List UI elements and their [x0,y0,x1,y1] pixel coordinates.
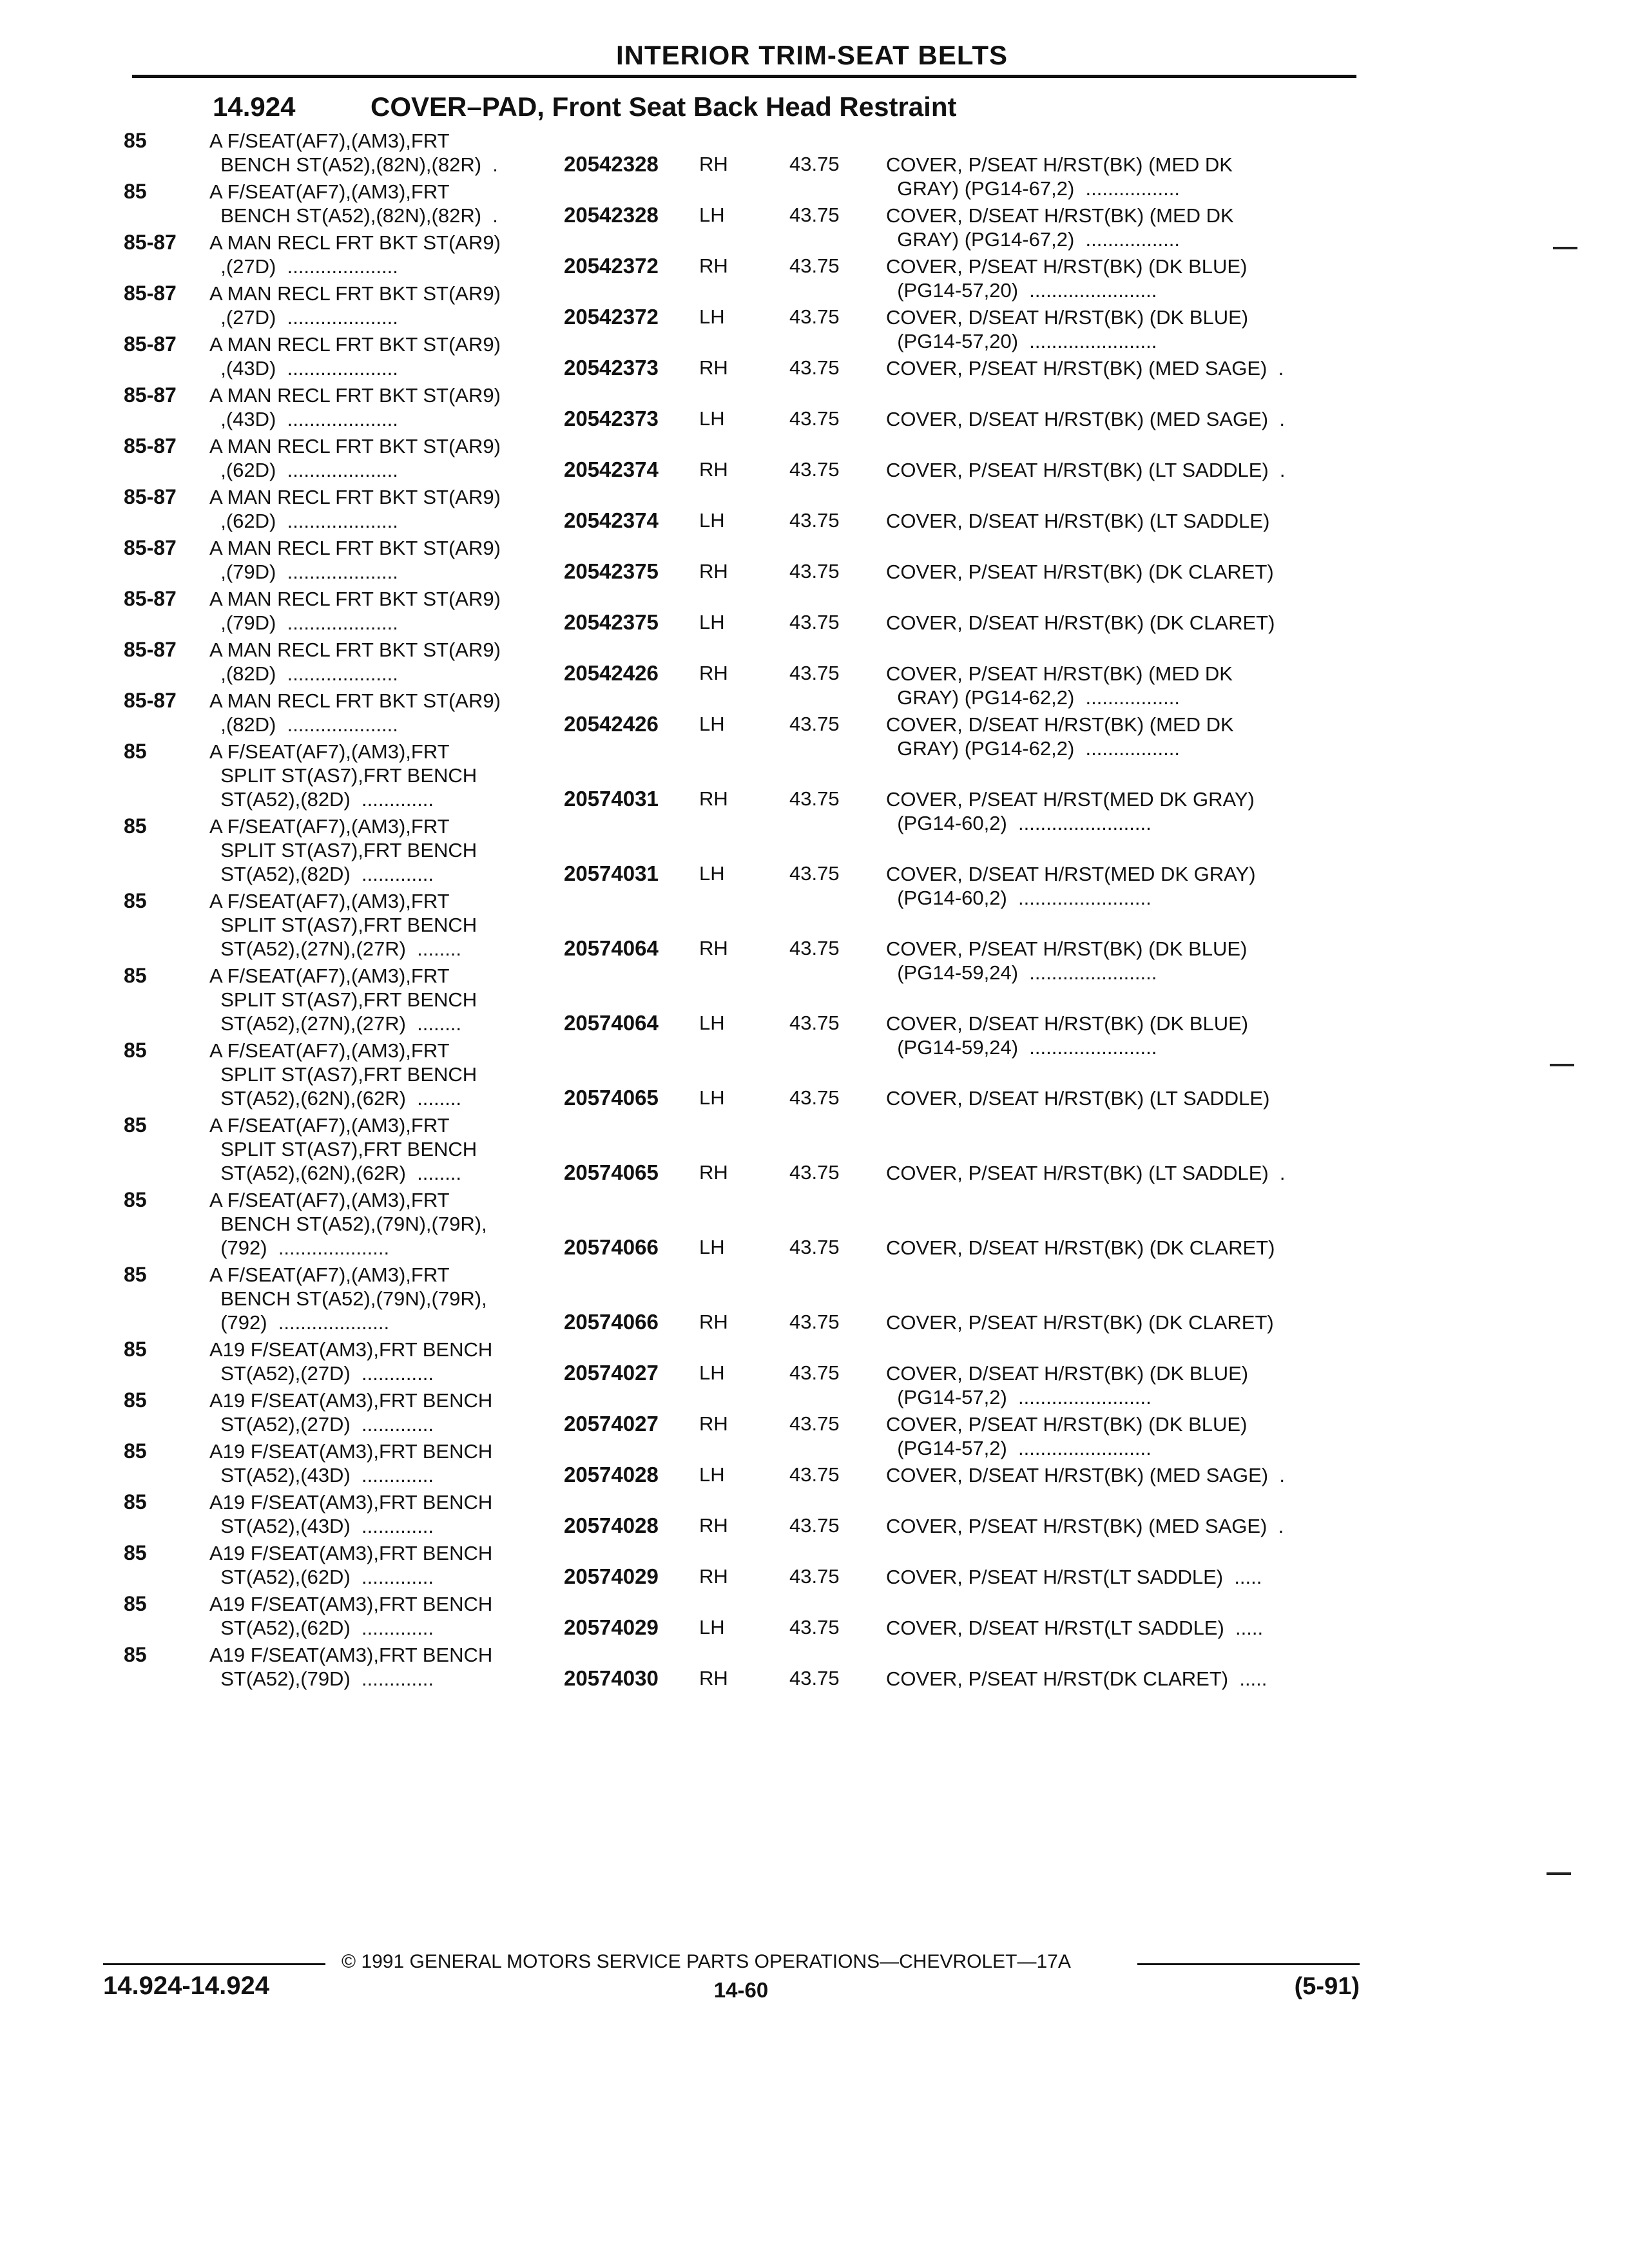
entry-side: RH [699,153,728,175]
entry-side: RH [699,1565,728,1588]
entry-part-number: 20574028 [564,1514,659,1537]
entry-application: A19 F/SEAT(AM3),FRT BENCH ST(A52),(62D) ............. [209,1593,493,1639]
entry-part-number: 20574027 [564,1361,659,1385]
entry-price: 43.75 [789,662,840,684]
entry-model-year: 85 [124,1592,147,1615]
entry-part-name: COVER, D/SEAT H/RST(BK) (MED SAGE) . [886,1464,1285,1486]
entry-part-number: 20542375 [564,610,659,634]
entry-application: A19 F/SEAT(AM3),FRT BENCH ST(A52),(79D) ............. [209,1644,493,1690]
entry-model-year: 85 [124,814,147,838]
entry-part-name: COVER, P/SEAT H/RST(BK) (DK BLUE) (PG14-57,2) ........................ [886,1413,1248,1459]
entry-part-number: 20574065 [564,1086,659,1110]
entry-side: LH [699,862,725,885]
part-entry [0,485,1629,536]
footer-revision-date: (5-91) [1294,1973,1360,2000]
footer-copyright: © 1991 GENERAL MOTORS SERVICE PARTS OPERATIONS—CHEVROLET—17A [342,1951,1071,1972]
entry-part-name: COVER, P/SEAT H/RST(BK) (MED SAGE) . [886,1515,1284,1537]
entry-part-name: COVER, P/SEAT H/RST(BK) (LT SADDLE) . [886,459,1286,481]
entry-part-name: COVER, D/SEAT H/RST(BK) (MED DK GRAY) (PG14-62,2) ................. [886,713,1234,760]
entry-side: RH [699,662,728,684]
entry-part-number: 20574065 [564,1160,659,1184]
entry-application: A MAN RECL FRT BKT ST(AR9) ,(62D) .................... [209,435,501,481]
entry-application: A F/SEAT(AF7),(AM3),FRT SPLIT ST(AS7),FRT BENCH ST(A52),(82D) ............. [209,740,477,811]
entry-part-number: 20542372 [564,254,659,278]
entry-price: 43.75 [789,407,840,430]
part-entry [0,1592,1629,1643]
entry-side: RH [699,1667,728,1689]
part-entry [0,740,1629,834]
entry-application: A MAN RECL FRT BKT ST(AR9) ,(27D) .................... [209,231,501,278]
entry-part-name: COVER, D/SEAT H/RST(BK) (DK BLUE) (PG14-57,2) ........................ [886,1362,1249,1408]
entry-part-number: 20574031 [564,861,659,885]
entry-part-name: COVER, P/SEAT H/RST(BK) (MED DK GRAY) (PG14-67,2) ................. [886,153,1233,200]
entry-side: RH [699,560,728,582]
section-title: COVER–PAD, Front Seat Back Head Restraint [371,91,957,122]
part-entry [0,1039,1629,1113]
margin-mark [1547,1872,1571,1875]
entry-application: A F/SEAT(AF7),(AM3),FRT BENCH ST(A52),(79N),(79R), (792) .................... [209,1189,487,1259]
entry-application: A MAN RECL FRT BKT ST(AR9) ,(43D) .................... [209,333,501,380]
part-entry [0,282,1629,352]
entry-price: 43.75 [789,713,840,735]
entry-part-number: 20542372 [564,305,659,329]
entry-price: 43.75 [789,356,840,379]
entry-application: A19 F/SEAT(AM3),FRT BENCH ST(A52),(43D) ............. [209,1491,493,1537]
entry-part-name: COVER, P/SEAT H/RST(BK) (DK BLUE) (PG14-57,20) ....................... [886,255,1248,302]
part-entry [0,889,1629,984]
entry-part-name: COVER, D/SEAT H/RST(BK) (DK CLARET) [886,611,1275,634]
entry-side: RH [699,1161,728,1184]
entry-model-year: 85-87 [124,434,177,457]
part-entry [0,587,1629,638]
entry-part-number: 20574064 [564,1011,659,1035]
entry-application: A F/SEAT(AF7),(AM3),FRT SPLIT ST(AS7),FRT BENCH ST(A52),(27N),(27R) ........ [209,965,477,1035]
entry-side: RH [699,1514,728,1537]
entry-application: A F/SEAT(AF7),(AM3),FRT SPLIT ST(AS7),FRT BENCH ST(A52),(62N),(62R) ........ [209,1039,477,1110]
entry-side: RH [699,356,728,379]
entry-model-year: 85 [124,1643,147,1666]
part-entry [0,536,1629,587]
entry-side: LH [699,204,725,226]
entry-part-name: COVER, D/SEAT H/RST(LT SADDLE) ..... [886,1617,1264,1639]
entry-price: 43.75 [789,1514,840,1537]
entry-part-number: 20574028 [564,1463,659,1486]
entry-part-name: COVER, P/SEAT H/RST(BK) (MED DK GRAY) (PG14-62,2) ................. [886,662,1233,709]
entry-price: 43.75 [789,937,840,959]
entry-model-year: 85 [124,889,147,912]
entry-price: 43.75 [789,1667,840,1689]
entry-side: LH [699,713,725,735]
entry-price: 43.75 [789,509,840,532]
entry-part-name: COVER, D/SEAT H/RST(MED DK GRAY) (PG14-60,2) ........................ [886,863,1256,909]
footer-rule-right [1137,1963,1360,1965]
entry-side: RH [699,458,728,481]
entry-model-year: 85 [124,1263,147,1286]
entry-side: LH [699,305,725,328]
entry-side: RH [699,1311,728,1333]
header-rule [132,75,1356,78]
entry-side: LH [699,1012,725,1034]
entry-part-number: 20574030 [564,1666,659,1690]
footer-page-number: 14-60 [713,1978,769,2002]
entry-price: 43.75 [789,1361,840,1384]
entry-model-year: 85 [124,1541,147,1564]
part-entry [0,1188,1629,1263]
entry-side: LH [699,407,725,430]
entry-application: A19 F/SEAT(AM3),FRT BENCH ST(A52),(43D) ............. [209,1440,493,1486]
entry-application: A MAN RECL FRT BKT ST(AR9) ,(82D) .................... [209,689,501,736]
entry-price: 43.75 [789,862,840,885]
part-entry [0,1490,1629,1541]
footer-rule-left [103,1963,325,1965]
entry-part-number: 20542374 [564,457,659,481]
part-entry [0,434,1629,485]
entry-side: LH [699,1236,725,1258]
entry-price: 43.75 [789,1086,840,1109]
entry-part-number: 20542328 [564,152,659,176]
entry-price: 43.75 [789,787,840,810]
part-entry [0,383,1629,434]
entry-price: 43.75 [789,255,840,277]
entry-application: A F/SEAT(AF7),(AM3),FRT BENCH ST(A52),(79N),(79R), (792) .................... [209,1264,487,1334]
entry-part-number: 20542373 [564,356,659,380]
entry-part-name: COVER, D/SEAT H/RST(BK) (DK BLUE) (PG14-59,24) ....................... [886,1012,1249,1059]
entry-side: LH [699,611,725,633]
entry-side: RH [699,787,728,810]
entry-part-number: 20574066 [564,1310,659,1334]
entry-model-year: 85 [124,1113,147,1137]
entry-model-year: 85 [124,1389,147,1412]
entry-application: A MAN RECL FRT BKT ST(AR9) ,(82D) .................... [209,639,501,685]
entry-price: 43.75 [789,1311,840,1333]
entry-price: 43.75 [789,153,840,175]
entry-model-year: 85 [124,129,147,152]
entry-application: A19 F/SEAT(AM3),FRT BENCH ST(A52),(62D) ............. [209,1542,493,1588]
entry-price: 43.75 [789,1161,840,1184]
entry-part-number: 20574029 [564,1615,659,1639]
entry-application: A MAN RECL FRT BKT ST(AR9) ,(79D) .................... [209,588,501,634]
entry-model-year: 85 [124,1439,147,1463]
entry-application: A F/SEAT(AF7),(AM3),FRT BENCH ST(A52),(82N),(82R) . [209,130,498,176]
entry-part-name: COVER, P/SEAT H/RST(BK) (LT SADDLE) . [886,1162,1286,1184]
entry-side: RH [699,937,728,959]
part-entry [0,332,1629,383]
entry-side: LH [699,1463,725,1486]
entry-model-year: 85 [124,180,147,203]
entry-model-year: 85-87 [124,383,177,407]
parts-list [0,129,1629,1694]
entry-application: A F/SEAT(AF7),(AM3),FRT SPLIT ST(AS7),FRT BENCH ST(A52),(82D) ............. [209,815,477,885]
entry-application: A F/SEAT(AF7),(AM3),FRT SPLIT ST(AS7),FRT BENCH ST(A52),(62N),(62R) ........ [209,1114,477,1184]
entry-model-year: 85-87 [124,282,177,305]
entry-model-year: 85-87 [124,485,177,508]
entry-part-number: 20542375 [564,559,659,583]
entry-part-name: COVER, D/SEAT H/RST(BK) (DK BLUE) (PG14-57,20) ....................... [886,306,1249,352]
entry-model-year: 85-87 [124,231,177,254]
entry-part-number: 20542426 [564,661,659,685]
entry-application: A MAN RECL FRT BKT ST(AR9) ,(43D) .................... [209,384,501,430]
entry-part-name: COVER, P/SEAT H/RST(BK) (DK BLUE) (PG14-59,24) ....................... [886,937,1248,984]
entry-model-year: 85-87 [124,587,177,610]
entry-side: RH [699,255,728,277]
entry-price: 43.75 [789,1412,840,1435]
part-entry [0,1389,1629,1459]
entry-side: LH [699,1361,725,1384]
entry-side: RH [699,1412,728,1435]
entry-part-name: COVER, D/SEAT H/RST(BK) (MED SAGE) . [886,408,1285,430]
entry-application: A F/SEAT(AF7),(AM3),FRT BENCH ST(A52),(82N),(82R) . [209,180,498,227]
entry-model-year: 85 [124,1039,147,1062]
margin-mark [1553,247,1577,249]
entry-price: 43.75 [789,305,840,328]
entry-part-number: 20574029 [564,1564,659,1588]
entry-application: A19 F/SEAT(AM3),FRT BENCH ST(A52),(27D) ............. [209,1389,493,1436]
entry-price: 43.75 [789,1616,840,1639]
entry-part-number: 20542426 [564,712,659,736]
entry-part-number: 20574027 [564,1412,659,1436]
entry-part-name: COVER, P/SEAT H/RST(LT SADDLE) ..... [886,1566,1262,1588]
entry-part-name: COVER, P/SEAT H/RST(BK) (DK CLARET) [886,561,1274,583]
entry-model-year: 85 [124,1338,147,1361]
entry-part-name: COVER, P/SEAT H/RST(BK) (MED SAGE) . [886,357,1284,380]
entry-part-name: COVER, D/SEAT H/RST(BK) (LT SADDLE) [886,510,1270,532]
entry-application: A MAN RECL FRT BKT ST(AR9) ,(79D) .................... [209,537,501,583]
entry-side: LH [699,509,725,532]
entry-price: 43.75 [789,458,840,481]
entry-model-year: 85 [124,1490,147,1514]
entry-application: A19 F/SEAT(AM3),FRT BENCH ST(A52),(27D) ............. [209,1338,493,1385]
part-entry [0,129,1629,200]
entry-side: LH [699,1086,725,1109]
entry-part-number: 20542374 [564,508,659,532]
part-entry [0,1113,1629,1188]
entry-price: 43.75 [789,1012,840,1034]
entry-price: 43.75 [789,204,840,226]
section-number: 14.924 [213,91,296,122]
entry-price: 43.75 [789,1565,840,1588]
entry-part-name: COVER, P/SEAT H/RST(DK CLARET) ..... [886,1667,1268,1690]
entry-model-year: 85 [124,1188,147,1211]
entry-part-name: COVER, D/SEAT H/RST(BK) (LT SADDLE) [886,1087,1270,1110]
entry-part-name: COVER, D/SEAT H/RST(BK) (DK CLARET) [886,1236,1275,1259]
page-header-title: INTERIOR TRIM-SEAT BELTS [615,40,1008,70]
entry-model-year: 85-87 [124,536,177,559]
part-entry [0,1541,1629,1592]
entry-part-number: 20574064 [564,936,659,960]
entry-price: 43.75 [789,560,840,582]
margin-mark [1550,1064,1574,1066]
footer-section-range: 14.924-14.924 [103,1972,270,2000]
entry-price: 43.75 [789,1463,840,1486]
entry-application: A MAN RECL FRT BKT ST(AR9) ,(27D) .................... [209,282,501,329]
entry-price: 43.75 [789,1236,840,1258]
part-entry [0,814,1629,909]
entry-model-year: 85 [124,740,147,763]
entry-part-name: COVER, P/SEAT H/RST(BK) (DK CLARET) [886,1311,1274,1334]
entry-application: A MAN RECL FRT BKT ST(AR9) ,(62D) .................... [209,486,501,532]
entry-part-number: 20574031 [564,787,659,811]
part-entry [0,1338,1629,1408]
entry-model-year: 85-87 [124,638,177,661]
part-entry [0,689,1629,760]
entry-model-year: 85 [124,964,147,987]
entry-model-year: 85-87 [124,332,177,356]
part-entry [0,231,1629,302]
part-entry [0,964,1629,1059]
part-entry [0,1439,1629,1490]
entry-application: A F/SEAT(AF7),(AM3),FRT SPLIT ST(AS7),FRT BENCH ST(A52),(27N),(27R) ........ [209,890,477,960]
entry-part-number: 20574066 [564,1235,659,1259]
entry-price: 43.75 [789,611,840,633]
entry-part-number: 20542328 [564,203,659,227]
part-entry [0,1263,1629,1338]
entry-model-year: 85-87 [124,689,177,712]
entry-part-number: 20542373 [564,407,659,430]
entry-part-name: COVER, D/SEAT H/RST(BK) (MED DK GRAY) (PG14-67,2) ................. [886,204,1234,251]
part-entry [0,638,1629,709]
entry-part-name: COVER, P/SEAT H/RST(MED DK GRAY) (PG14-60,2) ........................ [886,788,1255,834]
part-entry [0,1643,1629,1694]
entry-side: LH [699,1616,725,1639]
